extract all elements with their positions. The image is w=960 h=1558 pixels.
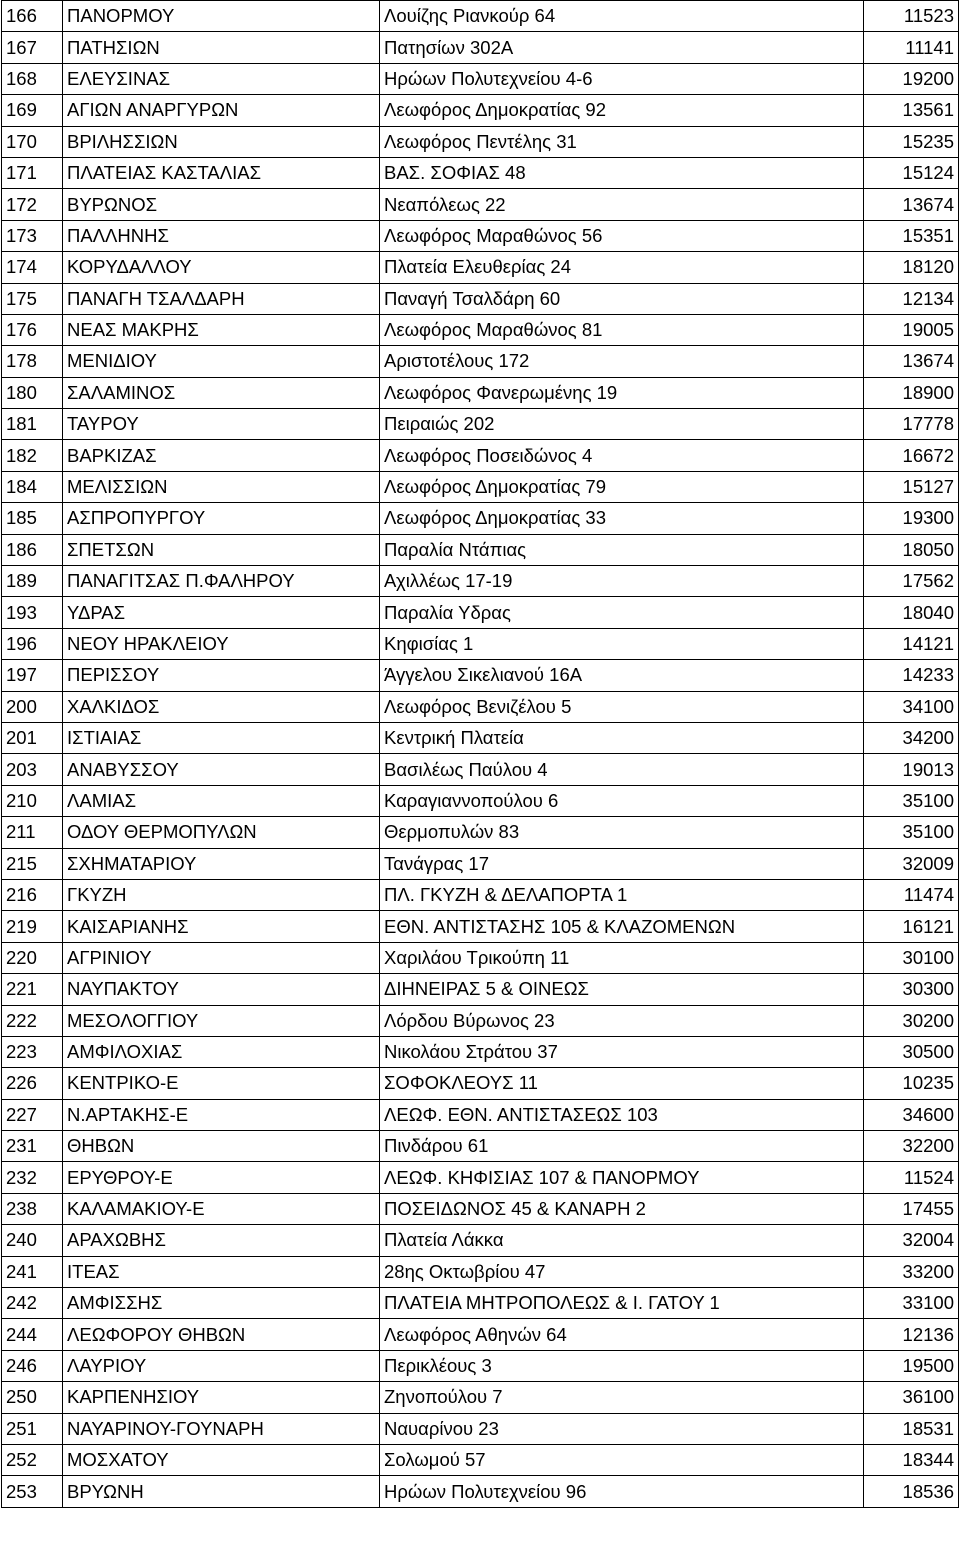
- branch-code-cell: 240: [2, 1225, 63, 1256]
- branch-code-cell: 222: [2, 1005, 63, 1036]
- branch-name-cell: ΠΑΛΛΗΝΗΣ: [63, 220, 380, 251]
- branch-code-cell: 168: [2, 63, 63, 94]
- postal-code-cell: 15124: [864, 157, 959, 188]
- postal-code-cell: 13674: [864, 346, 959, 377]
- postal-code-cell: 15351: [864, 220, 959, 251]
- branch-code-cell: 185: [2, 503, 63, 534]
- branch-code-cell: 167: [2, 32, 63, 63]
- table-row: [2, 377, 959, 408]
- branch-code-cell: 193: [2, 597, 63, 628]
- branch-address-cell: ΒΑΣ. ΣΟΦΙΑΣ 48: [380, 157, 864, 188]
- postal-code-cell: 19013: [864, 754, 959, 785]
- branch-code-cell: 244: [2, 1319, 63, 1350]
- branch-name-cell: ΝΑΥΑΡΙΝΟΥ-ΓΟΥΝΑΡΗ: [63, 1413, 380, 1444]
- branch-name-cell: ΚΑΡΠΕΝΗΣΙΟΥ: [63, 1382, 380, 1413]
- branch-address-cell: ΛΕΩΦ. ΚΗΦΙΣΙΑΣ 107 & ΠΑΝΟΡΜΟΥ: [380, 1162, 864, 1193]
- table-row: [2, 722, 959, 753]
- branch-name-cell: ΣΧΗΜΑΤΑΡΙΟΥ: [63, 848, 380, 879]
- table-row: [2, 32, 959, 63]
- branch-name-cell: ΚΟΡΥΔΑΛΛΟΥ: [63, 252, 380, 283]
- table-row: [2, 95, 959, 126]
- branch-code-cell: 250: [2, 1382, 63, 1413]
- postal-code-cell: 30100: [864, 942, 959, 973]
- table-row: [2, 157, 959, 188]
- branch-name-cell: ΠΑΝΑΓΗ ΤΣΑΛΔΑΡΗ: [63, 283, 380, 314]
- table-row: [2, 503, 959, 534]
- postal-code-cell: 32200: [864, 1131, 959, 1162]
- postal-code-cell: 18120: [864, 252, 959, 283]
- branch-code-cell: 189: [2, 566, 63, 597]
- branch-name-cell: ΝΕΑΣ ΜΑΚΡΗΣ: [63, 314, 380, 345]
- postal-code-cell: 33100: [864, 1288, 959, 1319]
- branch-name-cell: ΠΑΝΑΓΙΤΣΑΣ Π.ΦΑΛΗΡΟΥ: [63, 566, 380, 597]
- branch-name-cell: ΕΡΥΘΡΟΥ-Ε: [63, 1162, 380, 1193]
- branch-code-cell: 221: [2, 974, 63, 1005]
- branch-address-cell: Λεωφόρος Μαραθώνος 56: [380, 220, 864, 251]
- branch-code-cell: 166: [2, 1, 63, 32]
- table-row: [2, 283, 959, 314]
- postal-code-cell: 30200: [864, 1005, 959, 1036]
- branch-code-cell: 238: [2, 1193, 63, 1224]
- branch-name-cell: ΚΑΙΣΑΡΙΑΝΗΣ: [63, 911, 380, 942]
- branch-code-cell: 227: [2, 1099, 63, 1130]
- branch-name-cell: ΠΑΝΟΡΜΟΥ: [63, 1, 380, 32]
- branch-code-cell: 171: [2, 157, 63, 188]
- branch-name-cell: ΜΕΝΙΔΙΟΥ: [63, 346, 380, 377]
- table-row: [2, 1476, 959, 1507]
- postal-code-cell: 14233: [864, 660, 959, 691]
- branch-address-cell: 28ης Οκτωβρίου 47: [380, 1256, 864, 1287]
- table-row: [2, 848, 959, 879]
- postal-code-cell: 18040: [864, 597, 959, 628]
- branch-code-cell: 200: [2, 691, 63, 722]
- branch-code-cell: 253: [2, 1476, 63, 1507]
- table-row: [2, 1319, 959, 1350]
- postal-code-cell: 34100: [864, 691, 959, 722]
- branch-name-cell: ΛΑΥΡΙΟΥ: [63, 1350, 380, 1381]
- postal-code-cell: 19200: [864, 63, 959, 94]
- table-row: [2, 1005, 959, 1036]
- branch-address-cell: Πατησίων 302Α: [380, 32, 864, 63]
- postal-code-cell: 15235: [864, 126, 959, 157]
- postal-code-cell: 11474: [864, 879, 959, 910]
- postal-code-cell: 35100: [864, 817, 959, 848]
- branch-address-cell: Λεωφόρος Μαραθώνος 81: [380, 314, 864, 345]
- table-row: [2, 785, 959, 816]
- branch-address-cell: Ηρώων Πολυτεχνείου 96: [380, 1476, 864, 1507]
- branch-address-cell: ΔΙΗΝΕΙΡΑΣ 5 & ΟΙΝΕΩΣ: [380, 974, 864, 1005]
- postal-code-cell: 13561: [864, 95, 959, 126]
- postal-code-cell: 16121: [864, 911, 959, 942]
- postal-code-cell: 11141: [864, 32, 959, 63]
- branch-name-cell: ΜΕΛΙΣΣΙΩΝ: [63, 471, 380, 502]
- table-row: [2, 660, 959, 691]
- postal-code-cell: 14121: [864, 628, 959, 659]
- branch-address-cell: ΠΟΣΕΙΔΩΝΟΣ 45 & ΚΑΝΑΡΗ 2: [380, 1193, 864, 1224]
- postal-code-cell: 32004: [864, 1225, 959, 1256]
- branch-name-cell: ΠΑΤΗΣΙΩΝ: [63, 32, 380, 63]
- branch-address-cell: Βασιλέως Παύλου 4: [380, 754, 864, 785]
- branch-table: [1, 0, 959, 1508]
- branch-code-cell: 169: [2, 95, 63, 126]
- branch-name-cell: ΒΡΙΛΗΣΣΙΩΝ: [63, 126, 380, 157]
- branch-code-cell: 252: [2, 1444, 63, 1475]
- table-row: [2, 1382, 959, 1413]
- branch-address-cell: Θερμοπυλών 83: [380, 817, 864, 848]
- branch-code-cell: 197: [2, 660, 63, 691]
- table-row: [2, 1162, 959, 1193]
- table-row: [2, 1, 959, 32]
- branch-code-cell: 181: [2, 409, 63, 440]
- branch-address-cell: Άγγελου Σικελιανού 16Α: [380, 660, 864, 691]
- branch-address-cell: Ζηνοπούλου 7: [380, 1382, 864, 1413]
- postal-code-cell: 34600: [864, 1099, 959, 1130]
- branch-address-cell: Παναγή Τσαλδάρη 60: [380, 283, 864, 314]
- branch-code-cell: 201: [2, 722, 63, 753]
- branch-address-cell: Τανάγρας 17: [380, 848, 864, 879]
- branch-name-cell: ΕΛΕΥΣΙΝΑΣ: [63, 63, 380, 94]
- branch-name-cell: ΣΠΕΤΣΩΝ: [63, 534, 380, 565]
- postal-code-cell: 12134: [864, 283, 959, 314]
- branch-name-cell: ΑΝΑΒΥΣΣΟΥ: [63, 754, 380, 785]
- table-row: [2, 597, 959, 628]
- postal-code-cell: 34200: [864, 722, 959, 753]
- branch-name-cell: ΜΟΣΧΑΤΟΥ: [63, 1444, 380, 1475]
- branch-address-cell: ΛΕΩΦ. ΕΘΝ. ΑΝΤΙΣΤΑΣΕΩΣ 103: [380, 1099, 864, 1130]
- branch-address-cell: Λεωφόρος Βενιζέλου 5: [380, 691, 864, 722]
- branch-address-cell: ΕΘΝ. ΑΝΤΙΣΤΑΣΗΣ 105 & ΚΛΑΖΟΜΕΝΩΝ: [380, 911, 864, 942]
- branch-name-cell: ΑΡΑΧΩΒΗΣ: [63, 1225, 380, 1256]
- postal-code-cell: 19300: [864, 503, 959, 534]
- table-row: [2, 754, 959, 785]
- branch-address-cell: Πινδάρου 61: [380, 1131, 864, 1162]
- branch-address-cell: Ηρώων Πολυτεχνείου 4-6: [380, 63, 864, 94]
- branch-address-cell: Λεωφόρος Δημοκρατίας 33: [380, 503, 864, 534]
- postal-code-cell: 17778: [864, 409, 959, 440]
- table-row: [2, 817, 959, 848]
- branch-code-cell: 231: [2, 1131, 63, 1162]
- table-row: [2, 1288, 959, 1319]
- table-row: [2, 314, 959, 345]
- branch-address-cell: ΠΛ. ΓΚΥΖΗ & ΔΕΛΑΠΟΡΤΑ 1: [380, 879, 864, 910]
- branch-name-cell: ΒΡΥΩΝΗ: [63, 1476, 380, 1507]
- branch-address-cell: Περικλέους 3: [380, 1350, 864, 1381]
- table-row: [2, 220, 959, 251]
- postal-code-cell: 36100: [864, 1382, 959, 1413]
- postal-code-cell: 16672: [864, 440, 959, 471]
- branch-code-cell: 174: [2, 252, 63, 283]
- table-row: [2, 1413, 959, 1444]
- postal-code-cell: 19500: [864, 1350, 959, 1381]
- branch-code-cell: 173: [2, 220, 63, 251]
- table-row: [2, 534, 959, 565]
- postal-code-cell: 11524: [864, 1162, 959, 1193]
- postal-code-cell: 11523: [864, 1, 959, 32]
- branch-address-cell: Κηφισίας 1: [380, 628, 864, 659]
- branch-name-cell: ΘΗΒΩΝ: [63, 1131, 380, 1162]
- branch-code-cell: 210: [2, 785, 63, 816]
- postal-code-cell: 18900: [864, 377, 959, 408]
- branch-name-cell: ΠΕΡΙΣΣΟΥ: [63, 660, 380, 691]
- branch-address-cell: Πλατεία Λάκκα: [380, 1225, 864, 1256]
- branch-name-cell: ΓΚΥΖΗ: [63, 879, 380, 910]
- table-row: [2, 942, 959, 973]
- postal-code-cell: 32009: [864, 848, 959, 879]
- branch-code-cell: 180: [2, 377, 63, 408]
- table-row: [2, 566, 959, 597]
- postal-code-cell: 15127: [864, 471, 959, 502]
- branch-code-cell: 241: [2, 1256, 63, 1287]
- branch-address-cell: Παραλία Ντάπιας: [380, 534, 864, 565]
- table-row: [2, 346, 959, 377]
- branch-name-cell: Ν.ΑΡΤΑΚΗΣ-Ε: [63, 1099, 380, 1130]
- branch-code-cell: 184: [2, 471, 63, 502]
- branch-code-cell: 251: [2, 1413, 63, 1444]
- table-row: [2, 1444, 959, 1475]
- postal-code-cell: 18344: [864, 1444, 959, 1475]
- branch-name-cell: ΥΔΡΑΣ: [63, 597, 380, 628]
- branch-address-cell: Αριστοτέλους 172: [380, 346, 864, 377]
- branch-address-cell: Λεωφόρος Δημοκρατίας 79: [380, 471, 864, 502]
- table-row: [2, 409, 959, 440]
- postal-code-cell: 19005: [864, 314, 959, 345]
- branch-address-cell: ΣΟΦΟΚΛΕΟΥΣ 11: [380, 1068, 864, 1099]
- table-row: [2, 189, 959, 220]
- table-row: [2, 628, 959, 659]
- branch-name-cell: ΑΓΙΩΝ ΑΝΑΡΓΥΡΩΝ: [63, 95, 380, 126]
- branch-code-cell: 203: [2, 754, 63, 785]
- postal-code-cell: 18531: [864, 1413, 959, 1444]
- branch-code-cell: 216: [2, 879, 63, 910]
- postal-code-cell: 17455: [864, 1193, 959, 1224]
- branch-address-cell: Κεντρική Πλατεία: [380, 722, 864, 753]
- table-row: [2, 1036, 959, 1067]
- branch-name-cell: ΑΜΦΙΛΟΧΙΑΣ: [63, 1036, 380, 1067]
- branch-code-cell: 170: [2, 126, 63, 157]
- table-row: [2, 471, 959, 502]
- branch-table-body: [2, 1, 959, 1508]
- branch-code-cell: 176: [2, 314, 63, 345]
- postal-code-cell: 13674: [864, 189, 959, 220]
- table-row: [2, 879, 959, 910]
- postal-code-cell: 35100: [864, 785, 959, 816]
- postal-code-cell: 18536: [864, 1476, 959, 1507]
- table-row: [2, 440, 959, 471]
- branch-code-cell: 182: [2, 440, 63, 471]
- branch-code-cell: 246: [2, 1350, 63, 1381]
- branch-code-cell: 215: [2, 848, 63, 879]
- branch-address-cell: Καραγιαννοπούλου 6: [380, 785, 864, 816]
- table-row: [2, 1350, 959, 1381]
- branch-name-cell: ΠΛΑΤΕΙΑΣ ΚΑΣΤΑΛΙΑΣ: [63, 157, 380, 188]
- branch-address-cell: Λεωφόρος Δημοκρατίας 92: [380, 95, 864, 126]
- table-row: [2, 974, 959, 1005]
- branch-code-cell: 175: [2, 283, 63, 314]
- branch-name-cell: ΜΕΣΟΛΟΓΓΙΟΥ: [63, 1005, 380, 1036]
- postal-code-cell: 30500: [864, 1036, 959, 1067]
- postal-code-cell: 33200: [864, 1256, 959, 1287]
- branch-code-cell: 219: [2, 911, 63, 942]
- branch-address-cell: Πλατεία Ελευθερίας 24: [380, 252, 864, 283]
- branch-address-cell: Ναυαρίνου 23: [380, 1413, 864, 1444]
- table-row: [2, 252, 959, 283]
- branch-address-cell: Νεαπόλεως 22: [380, 189, 864, 220]
- branch-code-cell: 232: [2, 1162, 63, 1193]
- branch-name-cell: ΝΕΟΥ ΗΡΑΚΛΕΙΟΥ: [63, 628, 380, 659]
- branch-address-cell: Λεωφόρος Αθηνών 64: [380, 1319, 864, 1350]
- branch-code-cell: 226: [2, 1068, 63, 1099]
- branch-name-cell: ΒΥΡΩΝΟΣ: [63, 189, 380, 220]
- branch-code-cell: 211: [2, 817, 63, 848]
- branch-code-cell: 172: [2, 189, 63, 220]
- branch-address-cell: Σολωμού 57: [380, 1444, 864, 1475]
- branch-code-cell: 223: [2, 1036, 63, 1067]
- table-row: [2, 911, 959, 942]
- branch-address-cell: Χαριλάου Τρικούπη 11: [380, 942, 864, 973]
- branch-code-cell: 220: [2, 942, 63, 973]
- table-row: [2, 63, 959, 94]
- branch-address-cell: Λόρδου Βύρωνος 23: [380, 1005, 864, 1036]
- table-row: [2, 1225, 959, 1256]
- postal-code-cell: 18050: [864, 534, 959, 565]
- branch-code-cell: 178: [2, 346, 63, 377]
- branch-address-cell: Λουίζης Ριανκούρ 64: [380, 1, 864, 32]
- postal-code-cell: 17562: [864, 566, 959, 597]
- branch-name-cell: ΑΜΦΙΣΣΗΣ: [63, 1288, 380, 1319]
- branch-name-cell: ΑΓΡΙΝΙΟΥ: [63, 942, 380, 973]
- table-row: [2, 126, 959, 157]
- branch-code-cell: 242: [2, 1288, 63, 1319]
- branch-name-cell: ΒΑΡΚΙΖΑΣ: [63, 440, 380, 471]
- table-row: [2, 1068, 959, 1099]
- branch-name-cell: ΙΤΕΑΣ: [63, 1256, 380, 1287]
- branch-address-cell: Πειραιώς 202: [380, 409, 864, 440]
- table-row: [2, 1131, 959, 1162]
- branch-name-cell: ΙΣΤΙΑΙΑΣ: [63, 722, 380, 753]
- table-row: [2, 691, 959, 722]
- branch-address-cell: ΠΛΑΤΕΙΑ ΜΗΤΡΟΠΟΛΕΩΣ & Ι. ΓΑΤΟΥ 1: [380, 1288, 864, 1319]
- branch-address-cell: Λεωφόρος Φανερωμένης 19: [380, 377, 864, 408]
- branch-address-cell: Λεωφόρος Ποσειδώνος 4: [380, 440, 864, 471]
- branch-address-cell: Αχιλλέως 17-19: [380, 566, 864, 597]
- postal-code-cell: 10235: [864, 1068, 959, 1099]
- branch-name-cell: ΝΑΥΠΑΚΤΟΥ: [63, 974, 380, 1005]
- table-row: [2, 1256, 959, 1287]
- branch-address-cell: Παραλία Υδρας: [380, 597, 864, 628]
- branch-name-cell: ΤΑΥΡΟΥ: [63, 409, 380, 440]
- table-row: [2, 1193, 959, 1224]
- branch-name-cell: ΑΣΠΡΟΠΥΡΓΟΥ: [63, 503, 380, 534]
- table-row: [2, 1099, 959, 1130]
- branch-address-cell: Λεωφόρος Πεντέλης 31: [380, 126, 864, 157]
- branch-name-cell: ΟΔΟΥ ΘΕΡΜΟΠΥΛΩΝ: [63, 817, 380, 848]
- branch-code-cell: 186: [2, 534, 63, 565]
- branch-code-cell: 196: [2, 628, 63, 659]
- postal-code-cell: 30300: [864, 974, 959, 1005]
- branch-name-cell: ΛΕΩΦΟΡΟΥ ΘΗΒΩΝ: [63, 1319, 380, 1350]
- postal-code-cell: 12136: [864, 1319, 959, 1350]
- branch-name-cell: ΚΑΛΑΜΑΚΙΟΥ-Ε: [63, 1193, 380, 1224]
- branch-name-cell: ΚΕΝΤΡΙΚΟ-Ε: [63, 1068, 380, 1099]
- branch-address-cell: Νικολάου Στράτου 37: [380, 1036, 864, 1067]
- branch-name-cell: ΛΑΜΙΑΣ: [63, 785, 380, 816]
- branch-name-cell: ΧΑΛΚΙΔΟΣ: [63, 691, 380, 722]
- branch-name-cell: ΣΑΛΑΜΙΝΟΣ: [63, 377, 380, 408]
